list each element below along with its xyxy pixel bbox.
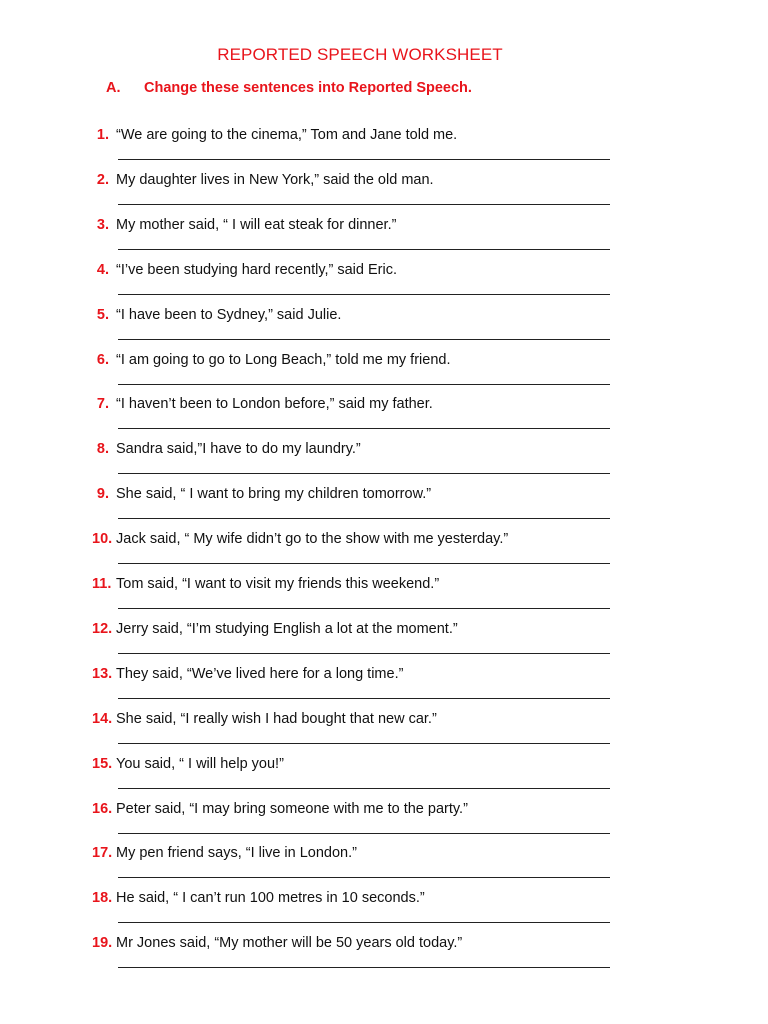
answer-line[interactable] [118, 608, 610, 609]
item-sentence: Jerry said, “I’m studying English a lot at the moment.” [116, 620, 458, 637]
item-sentence: She said, “ I want to bring my children tomorrow.” [116, 486, 432, 503]
item-sentence: You said, “ I will help you!” [116, 755, 284, 772]
exercise-item [0, 440, 768, 485]
item-number: 8. [96, 441, 109, 458]
item-number: 9. [96, 486, 109, 503]
item-number: 5. [96, 306, 109, 323]
item-number: 14. [92, 710, 113, 727]
item-sentence: “I’ve been studying hard recently,” said Eric. [116, 261, 398, 278]
exercise-item [0, 485, 768, 530]
answer-line[interactable] [118, 204, 610, 205]
item-sentence: My pen friend says, “I live in London.” [116, 845, 357, 862]
answer-line[interactable] [118, 473, 610, 474]
item-sentence: He said, “ I can’t run 100 metres in 10 seconds.” [116, 890, 425, 907]
item-number: 7. [96, 396, 109, 413]
answer-line[interactable] [118, 743, 610, 744]
item-number: 1. [96, 127, 109, 143]
section-letter: A. [106, 80, 121, 96]
item-number: 10. [92, 531, 113, 548]
exercise-item [0, 530, 768, 575]
item-number: 15. [92, 755, 113, 772]
answer-line[interactable] [118, 294, 610, 295]
answer-line[interactable] [118, 653, 610, 654]
exercise-item [0, 665, 768, 710]
item-sentence: “We are going to the cinema,” Tom and Jane told me. [116, 127, 458, 143]
exercise-item [0, 261, 768, 306]
item-sentence: They said, “We’ve lived here for a long time.” [116, 665, 404, 682]
item-sentence: My daughter lives in New York,” said the old man. [116, 171, 434, 188]
answer-line[interactable] [118, 563, 610, 564]
item-number: 17. [92, 845, 113, 862]
exercise-item [0, 710, 768, 755]
answer-line[interactable] [118, 249, 610, 250]
answer-line[interactable] [118, 518, 610, 519]
answer-line[interactable] [118, 967, 610, 968]
exercise-item [0, 620, 768, 665]
exercise-item [0, 800, 768, 845]
item-number: 13. [92, 665, 113, 682]
exercise-item [0, 934, 768, 979]
answer-line[interactable] [118, 698, 610, 699]
item-number: 11. [92, 576, 112, 592]
item-sentence: Mr Jones said, “My mother will be 50 years old today.” [116, 935, 463, 952]
worksheet-title: REPORTED SPEECH WORKSHEET [217, 45, 503, 64]
item-sentence: “I have been to Sydney,” said Julie. [116, 306, 342, 323]
exercise-item [0, 216, 768, 261]
item-sentence: Tom said, “I want to visit my friends this weekend.” [116, 576, 440, 592]
item-number: 18. [92, 890, 113, 907]
item-number: 19. [92, 935, 113, 952]
item-sentence: She said, “I really wish I had bought that new car.” [116, 710, 437, 727]
item-number: 6. [96, 351, 109, 368]
answer-line[interactable] [118, 339, 610, 340]
section-instruction: Change these sentences into Reported Speech. [144, 80, 472, 96]
item-sentence: Jack said, “ My wife didn’t go to the show with me yesterday.” [116, 531, 509, 548]
section-heading [106, 80, 472, 96]
exercise-item [0, 889, 768, 934]
answer-line[interactable] [118, 788, 610, 789]
answer-line[interactable] [118, 428, 610, 429]
item-number: 3. [96, 216, 109, 233]
answer-line[interactable] [118, 159, 610, 160]
item-sentence: “I haven’t been to London before,” said my father. [116, 396, 433, 413]
answer-line[interactable] [118, 877, 610, 878]
item-sentence: “I am going to go to Long Beach,” told me my friend. [116, 351, 451, 368]
item-number: 16. [92, 800, 113, 817]
exercise-item [0, 844, 768, 889]
item-sentence: My mother said, “ I will eat steak for dinner.” [116, 216, 397, 233]
exercise-item [0, 395, 768, 440]
item-number: 12. [92, 620, 113, 637]
exercise-item [0, 755, 768, 800]
item-number: 4. [96, 261, 109, 278]
answer-line[interactable] [118, 384, 610, 385]
exercise-item [0, 351, 768, 396]
answer-line[interactable] [118, 922, 610, 923]
item-sentence: Peter said, “I may bring someone with me to the party.” [116, 800, 468, 817]
exercise-item [0, 306, 768, 351]
exercise-item [0, 575, 768, 620]
exercise-item [0, 126, 768, 171]
item-sentence: Sandra said,”I have to do my laundry.” [116, 441, 361, 458]
item-number: 2. [96, 171, 109, 188]
answer-line[interactable] [118, 833, 610, 834]
exercise-item [0, 171, 768, 216]
